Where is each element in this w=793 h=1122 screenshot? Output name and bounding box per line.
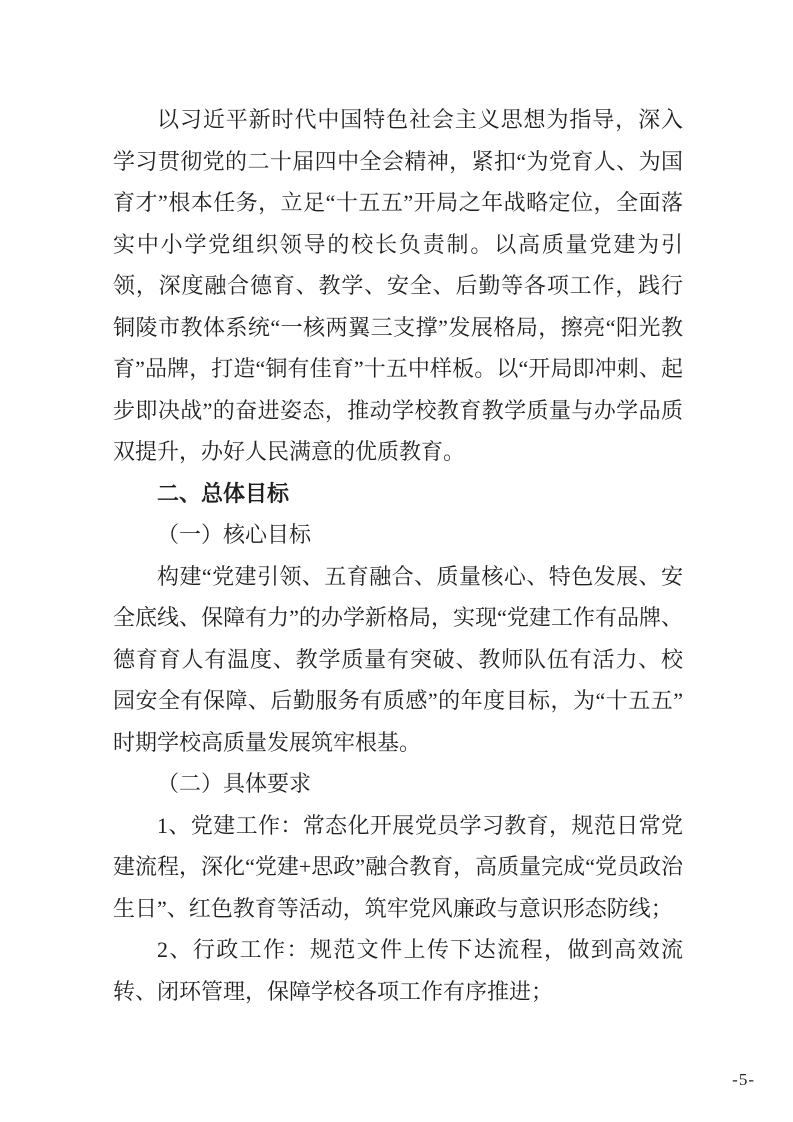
paragraph-core-goal: 构建“党建引领、五育融合、质量核心、特色发展、安全底线、保障有力”的办学新格局，实现“党建工作有品牌、德育育人有温度、教学质量有突破、教师队伍有活力、校园安全有保障、后勤服务有质感”的年度目标，为“十五五”时期学校高质量发展筑牢根基。 <box>113 563 683 755</box>
paragraph-item-1-party-building: 1、党建工作：常态化开展党员学习教育，规范日常党建流程，深化“党建+思政”融合教育，高质量完成“党员政治生日”、红色教育等活动，筑牢党风廉政与意识形态防线； <box>113 812 683 921</box>
document-body <box>113 99 683 1012</box>
page-number: -5- <box>732 1070 755 1089</box>
paragraph-guiding-ideology: 以习近平新时代中国特色社会主义思想为指导，深入学习贯彻党的二十届四中全会精神，紧扣“为党育人、为国育才”根本任务，立足“十五五”开局之年战略定位，全面落实中小学党组织领导的校长负责制。以高质量党建为引领，深度融合德育、教学、安全、后勤等各项工作，践行铜陵市教体系统“一核两翼三支撑”发展格局，擦亮“阳光教育”品牌，打造“铜有佳育”十五中样板。以“开局即冲刺、起步即决战”的奋进姿态，推动学校教育教学质量与办学品质双提升，办好人民满意的优质教育。 <box>113 107 683 464</box>
subsection-heading-specific-requirements: （二）具体要求 <box>157 771 312 796</box>
subsection-heading-core-goal: （一）核心目标 <box>157 522 312 547</box>
paragraph-item-2-administration: 2、行政工作：规范文件上传下达流程，做到高效流转、闭环管理，保障学校各项工作有序推进； <box>113 937 683 1004</box>
section-heading-overall-goals: 二、总体目标 <box>157 480 290 506</box>
